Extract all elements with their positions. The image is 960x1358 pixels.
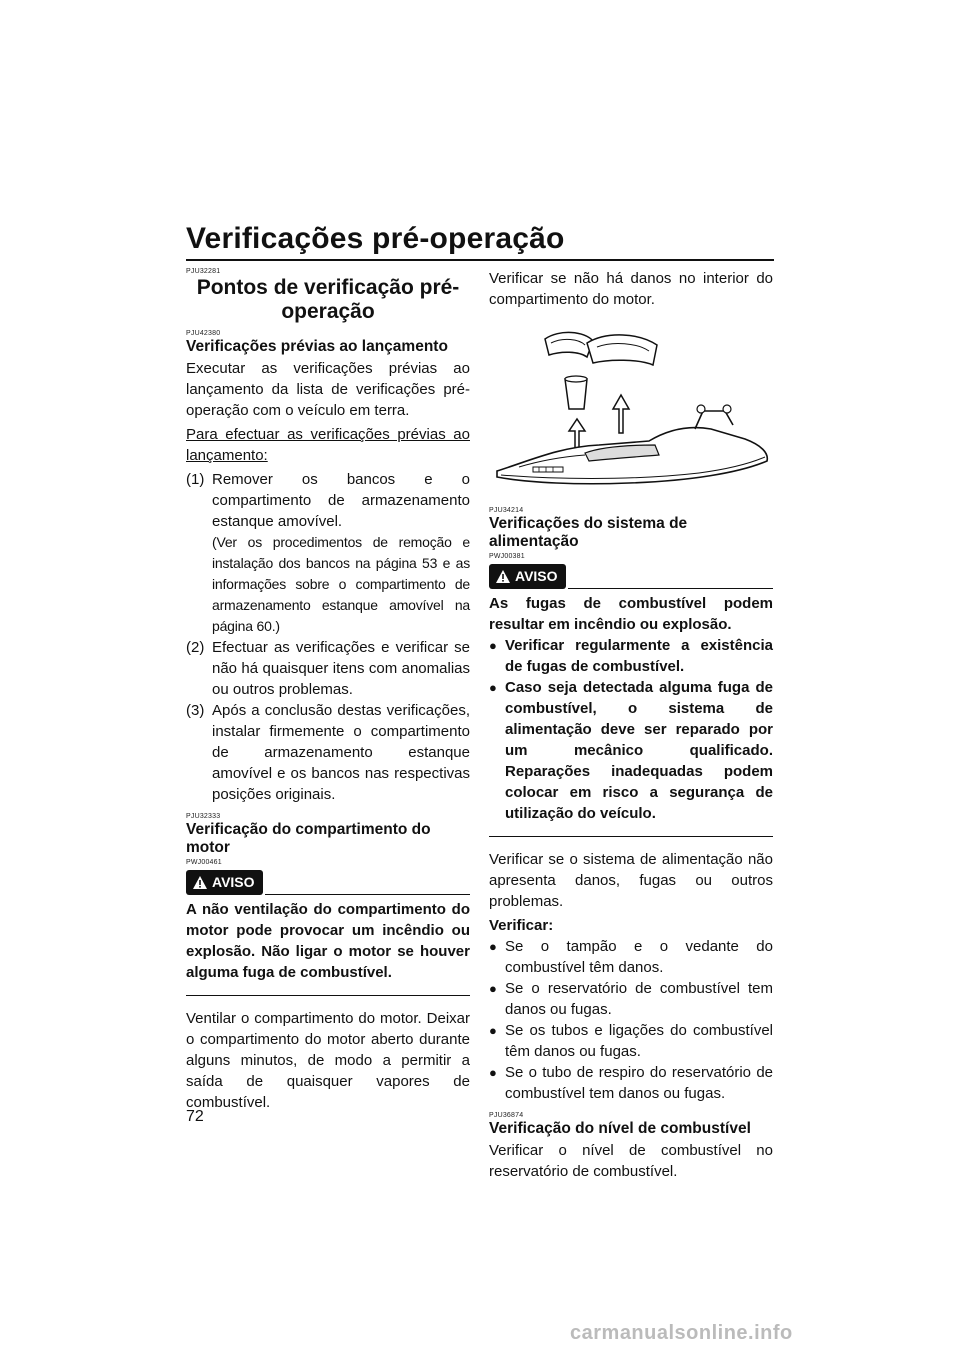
warning-text: A não ventilação do compartimento do motor pode provocar um incêndio ou explosão. Não ligar o motor se houver alguma fuga de combustível. bbox=[186, 901, 470, 981]
check-bullet-text: Se o tubo de respiro do reservatório de combustível tem danos ou fugas. bbox=[505, 1064, 773, 1102]
check-bullet-text: Se o reservatório de combustível tem danos ou fugas. bbox=[505, 980, 773, 1018]
step-text: (Ver os procedimentos de remoção e instalação dos bancos na página 53 e as informações sobre o compartimento de armazenamento estanque amovível na página 60.) bbox=[212, 534, 470, 634]
right-column bbox=[489, 268, 773, 1185]
warning-bullet-text: Caso seja detectada alguma fuga de combustível, o sistema de alimentação deve ser reparado por um mecânico qualificado. Reparações inadequadas podem colocar em risco a segurança de utilização do veículo. bbox=[505, 679, 773, 822]
warning-bullet-text: Verificar regularmente a existência de fugas de combustível. bbox=[505, 637, 773, 675]
step-item bbox=[186, 700, 470, 805]
step-number: (1) bbox=[186, 471, 205, 488]
bullet-icon: ● bbox=[489, 1023, 497, 1038]
step-text: Efectuar as verificações e verificar se não há quaisquer itens com anomalias ou outros problemas. bbox=[212, 639, 470, 698]
warning-bullet bbox=[489, 635, 773, 677]
warning-label: AVISO bbox=[515, 568, 558, 584]
step-item bbox=[186, 532, 470, 637]
ref-code: PJU32333 bbox=[186, 813, 221, 820]
subsection-heading-fuel-level: Verificação do nível de combustível bbox=[489, 1120, 751, 1137]
bullet-icon: ● bbox=[489, 1065, 497, 1080]
ref-code: PJU34214 bbox=[489, 507, 524, 514]
check-label: Verificar: bbox=[489, 917, 554, 934]
step-number: (3) bbox=[186, 702, 205, 719]
left-column bbox=[186, 268, 470, 1116]
check-bullet bbox=[489, 1020, 773, 1062]
check-bullet-text: Se o tampão e o vedante do combustível têm danos. bbox=[505, 938, 773, 976]
warning-triangle-icon bbox=[495, 569, 511, 584]
warning-end-rule bbox=[489, 836, 773, 837]
section-heading: Pontos de verificação pré-operação bbox=[196, 276, 460, 323]
warning-header bbox=[186, 870, 470, 895]
paragraph: Executar as verificações prévias ao lançamento da lista de verificações pré-operação com o veículo em terra. bbox=[186, 360, 470, 419]
page-number: 72 bbox=[186, 1108, 204, 1125]
step-item bbox=[186, 469, 470, 532]
subsection-heading-engine-compartment: Verificação do compartimento do motor bbox=[186, 821, 431, 856]
warning-end-rule bbox=[186, 995, 470, 996]
warning-triangle-icon bbox=[192, 875, 208, 890]
procedure-intro: Para efectuar as verificações prévias ao lançamento: bbox=[186, 426, 470, 464]
ref-code: PJU36874 bbox=[489, 1112, 524, 1119]
paragraph: Ventilar o compartimento do motor. Deixar o compartimento do motor aberto durante alguns minutos, de modo a permitir a saída de quaisquer vapores de combustível. bbox=[186, 1010, 470, 1111]
ref-code: PWJ00381 bbox=[489, 553, 525, 560]
check-bullet bbox=[489, 936, 773, 978]
ref-code: PJU42380 bbox=[186, 330, 221, 337]
warning-label: AVISO bbox=[212, 874, 255, 890]
step-text: Remover os bancos e o compartimento de armazenamento estanque amovível. bbox=[212, 471, 470, 530]
bullet-icon: ● bbox=[489, 638, 497, 653]
paragraph: Verificar se não há danos no interior do compartimento do motor. bbox=[489, 270, 773, 308]
watercraft-illustration bbox=[489, 321, 773, 491]
step-item bbox=[186, 637, 470, 700]
check-bullet-text: Se os tubos e ligações do combustível têm danos ou fugas. bbox=[505, 1022, 773, 1060]
step-number: (2) bbox=[186, 639, 205, 656]
check-bullet bbox=[489, 1062, 773, 1104]
bullet-icon: ● bbox=[489, 680, 497, 695]
paragraph: Verificar o nível de combustível no reservatório de combustível. bbox=[489, 1142, 773, 1180]
ref-code: PWJ00461 bbox=[186, 859, 222, 866]
ref-code: PJU32281 bbox=[186, 268, 221, 275]
bullet-icon: ● bbox=[489, 939, 497, 954]
page-title: Verificações pré-operação bbox=[186, 222, 565, 255]
warning-header bbox=[489, 564, 773, 589]
check-bullet bbox=[489, 978, 773, 1020]
title-rule bbox=[186, 259, 774, 261]
subsection-heading-fuel-system: Verificações do sistema de alimentação bbox=[489, 515, 688, 550]
step-text: Após a conclusão destas verificações, instalar firmemente o compartimento de armazenamento estanque amovível e os bancos nas respectivas posições originais. bbox=[212, 702, 470, 803]
warning-badge bbox=[489, 564, 566, 589]
bullet-icon: ● bbox=[489, 981, 497, 996]
step-number bbox=[186, 532, 212, 637]
subsection-heading-launch-checks: Verificações prévias ao lançamento bbox=[186, 338, 448, 355]
paragraph: Verificar se o sistema de alimentação não apresenta danos, fugas ou outros problemas. bbox=[489, 851, 773, 910]
watermark: carmanualsonline.info bbox=[570, 1322, 793, 1344]
warning-bullet bbox=[489, 677, 773, 824]
warning-badge bbox=[186, 870, 263, 895]
warning-text: As fugas de combustível podem resultar em incêndio ou explosão. bbox=[489, 595, 773, 633]
